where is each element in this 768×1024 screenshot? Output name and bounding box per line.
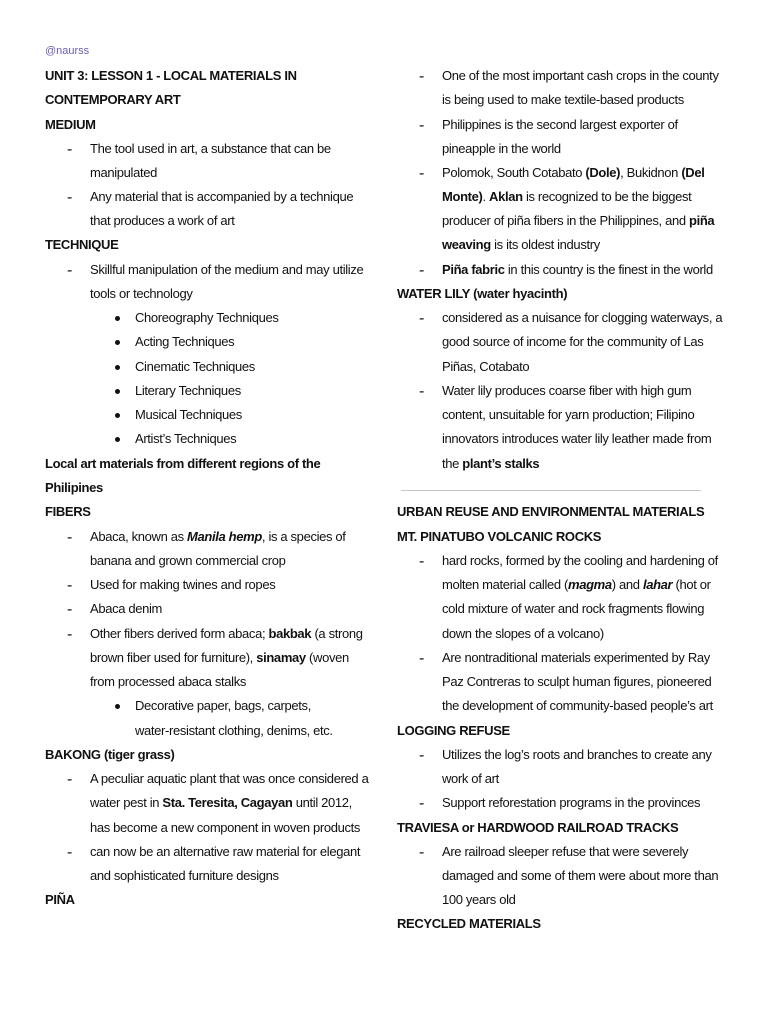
- heading-recycled-materials: RECYCLED MATERIALS: [397, 916, 541, 931]
- dash-bullet: -: [67, 626, 73, 643]
- bakong-item-1: A peculiar aquatic plant that was once considered a: [90, 771, 369, 786]
- pina-item-1: One of the most important cash crops in the county: [442, 68, 719, 83]
- heading-logging-refuse: LOGGING REFUSE: [397, 723, 510, 738]
- dash-bullet: -: [67, 601, 73, 618]
- bakong-item-2: can now be an alternative raw material for elegant: [90, 844, 361, 859]
- logging-item-2: Support reforestation programs in the provinces: [442, 795, 701, 810]
- traviesa-item-1: Are railroad sleeper refuse that were severely: [442, 844, 689, 859]
- fibers-item-1-cont: banana and grown commercial crop: [90, 553, 286, 568]
- dash-bullet: -: [67, 529, 73, 546]
- dash-bullet: -: [419, 68, 425, 85]
- pina-item-3-cont: Monte). Aklan is recognized to be the biggest: [442, 189, 692, 204]
- pina-item-3-cont3: weaving is its oldest industry: [442, 237, 600, 252]
- lesson-title-cont: CONTEMPORARY ART: [45, 92, 181, 107]
- pinatubo-item-2-cont2: the development of community-based people’s art: [442, 698, 713, 713]
- fibers-item-3: Abaca denim: [90, 601, 163, 616]
- fibers-item-1: Abaca, known as Manila hemp, is a species of: [90, 529, 346, 544]
- water-item-2-cont2: innovators introduces water lily leather made from: [442, 431, 712, 446]
- dash-bullet: -: [419, 844, 425, 861]
- medium-item-1: The tool used in art, a substance that can be: [90, 141, 331, 156]
- water-item-1-cont2: Piñas, Cotabato: [442, 359, 530, 374]
- pina-item-4: Piña fabric in this country is the finest in the world: [442, 262, 713, 277]
- dash-bullet: -: [419, 795, 425, 812]
- pina-item-1-cont: is being used to make textile-based products: [442, 92, 684, 107]
- traviesa-item-1-cont2: 100 years old: [442, 892, 516, 907]
- dash-bullet: -: [67, 844, 73, 861]
- dash-bullet: -: [67, 189, 73, 206]
- technique-bullet-3: Cinematic Techniques: [135, 359, 255, 374]
- bullet-dot: [115, 704, 120, 709]
- bullet-dot: [115, 413, 120, 418]
- fibers-item-2: Used for making twines and ropes: [90, 577, 276, 592]
- pinatubo-item-1-cont: molten material called (magma) and lahar (hot or: [442, 577, 711, 592]
- dash-bullet: -: [419, 165, 425, 182]
- pina-item-2-cont: pineapple in the world: [442, 141, 561, 156]
- dash-bullet: -: [419, 310, 425, 327]
- heading-technique: TECHNIQUE: [45, 237, 119, 252]
- dash-bullet: -: [419, 650, 425, 667]
- dash-bullet: -: [419, 747, 425, 764]
- water-item-1-cont: good source of income for the community of Las: [442, 334, 704, 349]
- fibers-bullet: Decorative paper, bags, carpets,: [135, 698, 311, 713]
- logging-item-1: Utilizes the log’s roots and branches to create any: [442, 747, 712, 762]
- technique-item-cont: tools or technology: [90, 286, 193, 301]
- fibers-item-4: Other fibers derived form abaca; bakbak (a strong: [90, 626, 363, 641]
- medium-item-1-cont: manipulated: [90, 165, 157, 180]
- pinatubo-item-1: hard rocks, formed by the cooling and hardening of: [442, 553, 718, 568]
- technique-bullet-5: Musical Techniques: [135, 407, 242, 422]
- water-item-2-cont3: the plant’s stalks: [442, 456, 540, 471]
- dash-bullet: -: [67, 577, 73, 594]
- heading-water-lily: WATER LILY (water hyacinth): [397, 286, 568, 301]
- heading-pinatubo: MT. PINATUBO VOLCANIC ROCKS: [397, 529, 602, 544]
- dash-bullet: -: [419, 117, 425, 134]
- dash-bullet: -: [67, 262, 73, 279]
- dash-bullet: -: [67, 141, 73, 158]
- medium-item-2: Any material that is accompanied by a technique: [90, 189, 354, 204]
- technique-item: Skillful manipulation of the medium and may utilize: [90, 262, 364, 277]
- technique-bullet-4: Literary Techniques: [135, 383, 241, 398]
- fibers-bullet-cont: water-resistant clothing, denims, etc.: [135, 723, 333, 738]
- bullet-dot: [115, 365, 120, 370]
- water-item-2-cont: content, unsuitable for yarn production; Filipino: [442, 407, 695, 422]
- heading-regions-cont: Philipines: [45, 480, 103, 495]
- water-item-1: considered as a nuisance for clogging waterways, a: [442, 310, 723, 325]
- pina-item-2: Philippines is the second largest exporter of: [442, 117, 678, 132]
- dash-bullet: -: [419, 553, 425, 570]
- traviesa-item-1-cont: damaged and some of them were about more than: [442, 868, 719, 883]
- pina-item-3-cont2: producer of piña fibers in the Philippines, and piña: [442, 213, 715, 228]
- bullet-dot: [115, 437, 120, 442]
- heading-fibers: FIBERS: [45, 504, 91, 519]
- pina-item-3: Polomok, South Cotabato (Dole), Bukidnon (Del: [442, 165, 705, 180]
- water-item-2: Water lily produces coarse fiber with high gum: [442, 383, 692, 398]
- pinatubo-item-1-cont2: cold mixture of water and rock fragments flowing: [442, 601, 705, 616]
- dash-bullet: -: [67, 771, 73, 788]
- author-handle[interactable]: @naurss: [45, 45, 90, 57]
- bakong-item-2-cont: and sophisticated furniture designs: [90, 868, 279, 883]
- dash-bullet: -: [419, 383, 425, 400]
- medium-item-2-cont: that produces a work of art: [90, 213, 235, 228]
- section-divider: [401, 490, 701, 491]
- bullet-dot: [115, 316, 120, 321]
- bullet-dot: [115, 340, 120, 345]
- technique-bullet-6: Artist’s Techniques: [135, 431, 237, 446]
- bakong-item-1-cont2: has become a new component in woven products: [90, 820, 361, 835]
- technique-bullet-1: Choreography Techniques: [135, 310, 279, 325]
- lesson-title: UNIT 3: LESSON 1 - LOCAL MATERIALS IN: [45, 68, 297, 83]
- logging-item-1-cont: work of art: [442, 771, 499, 786]
- dash-bullet: -: [419, 262, 425, 279]
- bullet-dot: [115, 389, 120, 394]
- pinatubo-item-2-cont: Paz Contreras to sculpt human figures, pioneered: [442, 674, 712, 689]
- heading-medium: MEDIUM: [45, 117, 96, 132]
- pinatubo-item-2: Are nontraditional materials experimented by Ray: [442, 650, 710, 665]
- pinatubo-item-1-cont3: down the slopes of a volcano): [442, 626, 604, 641]
- heading-bakong: BAKONG (tiger grass): [45, 747, 175, 762]
- fibers-item-4-cont: brown fiber used for furniture), sinamay (woven: [90, 650, 349, 665]
- bakong-item-1-cont: water pest in Sta. Teresita, Cagayan until 2012,: [90, 795, 352, 810]
- heading-regions: Local art materials from different regions of the: [45, 456, 321, 471]
- fibers-item-4-cont2: from processed abaca stalks: [90, 674, 247, 689]
- technique-bullet-2: Acting Techniques: [135, 334, 235, 349]
- heading-urban-reuse: URBAN REUSE AND ENVIRONMENTAL MATERIALS: [397, 504, 705, 519]
- heading-pina: PIÑA: [45, 892, 75, 907]
- heading-traviesa: TRAVIESA or HARDWOOD RAILROAD TRACKS: [397, 820, 679, 835]
